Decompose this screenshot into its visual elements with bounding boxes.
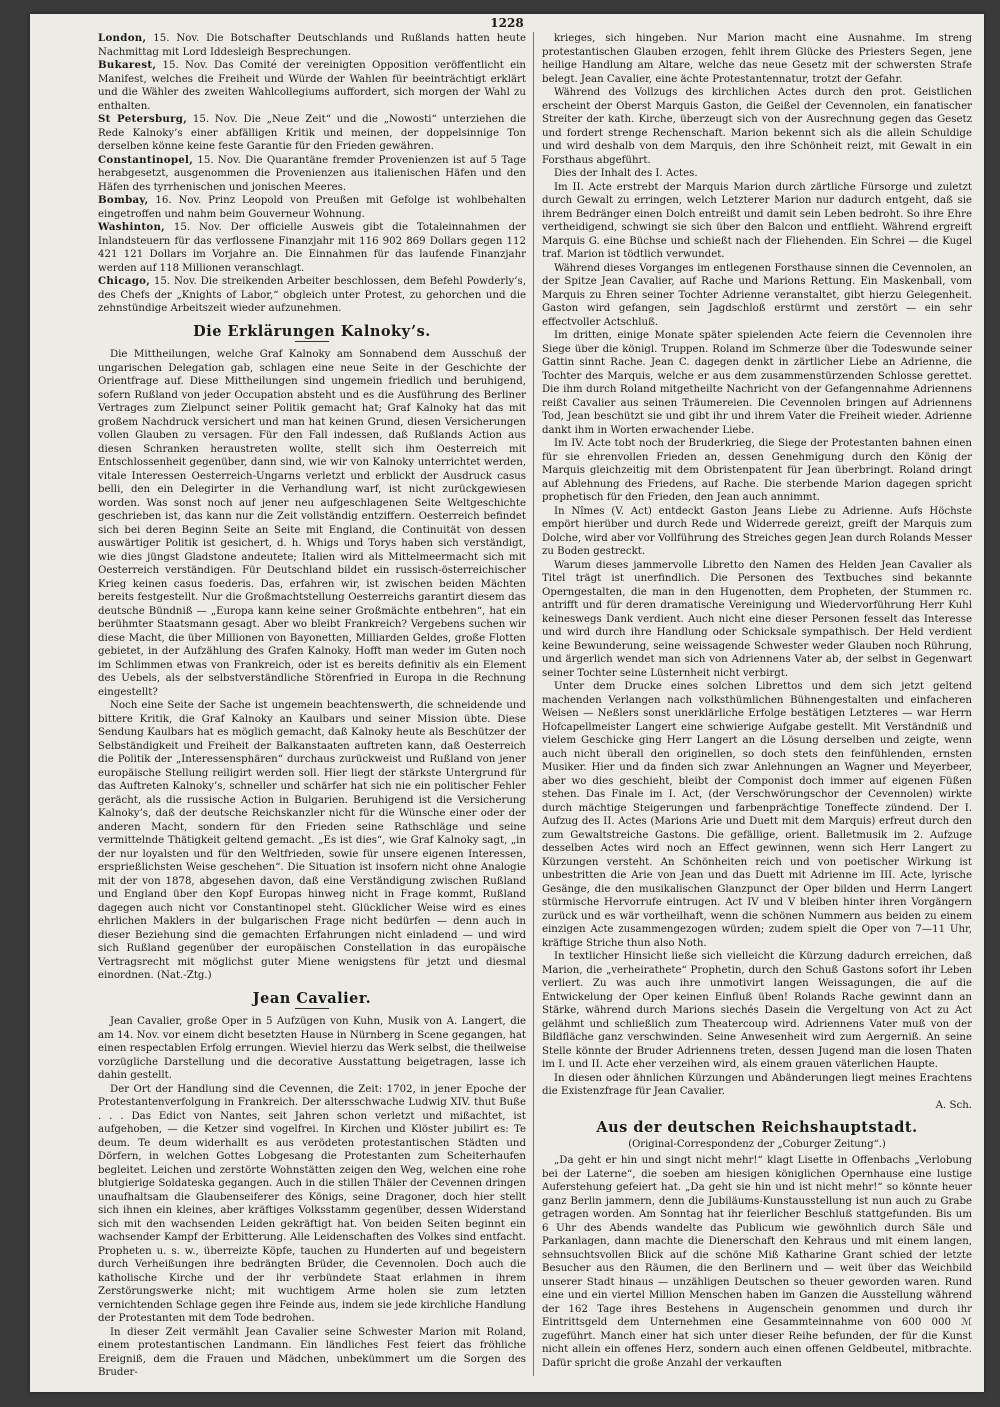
news-item: [98, 154, 526, 195]
news-text: 15. Nov. Die Botschafter Deutschlands und Rußlands hatten heute Nachmittag mit Lord Iddesleigh Besprechungen.: [98, 33, 526, 58]
paragraph: Im II. Acte erstrebt der Marquis Marion durch zärtliche Fürsorge und zuletzt durch Gewalt zu erringen, welch Letzterer Marion nur dadurch entgeht, daß sie ihrem Bedränger einen Dolch entreißt und damit sein Leben bedroht. So ihre Ehre vertheidigend, schwingt sie sich über den Balcon und entflieht. Während ergreift Marquis G. eine Büchse und schießt nach der Fliehenden. Ein Schrei — die Kugel traf. Marion ist tödtlich verwundet.: [542, 181, 972, 260]
dateline-city: St Petersburg,: [98, 113, 188, 125]
paragraph: krieges, sich hingeben. Nur Marion macht eine Ausnahme. Im streng protestantischen Glauben erzogen, fehlt ihrem Glücke des Priesters Segen, jene heilige Handlung am Altare, welche das neue Gesetz mit der schwersten Strafe belegt. Jean Cavalier, eine ächte Protestantennatur, trotzt der Gefahr.: [542, 33, 972, 85]
section-title-reichshauptstadt: Aus der deutschen Reichshauptstadt.: [596, 1119, 918, 1136]
paragraph: Dies der Inhalt des I. Actes.: [554, 168, 698, 179]
title-rule: [295, 341, 329, 342]
news-telegrams: [98, 32, 526, 316]
paragraph: Während dieses Vorganges im entlegenen Forsthause sinnen die Cevennolen, an der Spitze Jean Cavalier, auf Rache und Marions Rettung. Ein Maskenball, vom Marquis zu Ehren seiner Tochter Adrienne veranstaltet, gibt hierzu Gelegenheit. Gaston wird gefangen, sein Jagdschloß erstürmt und zerstört — ein sehr effectvoller Actschluß.: [542, 262, 972, 328]
news-item: [98, 59, 526, 113]
paragraph: In dieser Zeit vermählt Jean Cavalier seine Schwester Marion mit Roland, einem protestantischen Landmann. Ein ländliches Fest feiert das fröhliche Ereigniß, dem die Frauen und Mädchen, unbekümmert um die Sorgen des Bruder-: [98, 1326, 526, 1376]
dateline-city: Bukarest,: [98, 59, 157, 71]
newspaper-page: [30, 14, 984, 1392]
dateline-city: Washinton,: [98, 221, 166, 233]
news-item: [98, 221, 526, 275]
section-title-cavalier: Jean Cavalier.: [252, 989, 372, 1007]
dateline-city: Chicago,: [98, 275, 151, 287]
paragraph: In diesen oder ähnlichen Kürzungen und Abänderungen liegt meines Erachtens die Existenzfrage für Jean Cavalier.: [542, 1072, 972, 1097]
news-text: 15. Nov. Das Comité der vereinigten Opposition veröffentlicht ein Manifest, welches die Freiheit und Würde der Wahlen für beeinträchtigt erklärt und die Wähler des zweiten Wahlcollegiums auffordert, sich morgen der Wahl zu enthalten.: [98, 60, 526, 112]
news-text: 15. Nov. Die streikenden Arbeiter beschlossen, dem Befehl Powderly’s, des Chefs der „Knights of Labor,“ obgleich unter Protest, zu gehorchen und die zehnstündige Arbeitszeit wieder aufzunehmen.: [98, 276, 526, 314]
dateline-city: London,: [98, 32, 147, 44]
paragraph: Im IV. Acte tobt noch der Bruderkrieg, die Siege der Protestanten bahnen einen für sie ehrenvollen Frieden an, dessen Genehmigung durch den König der Marquis gleichzeitig mit dem Obristenpatent für Jean überbringt. Roland dringt auf Ablehnung des Friedens, auf Rache. Die sterbende Marion dagegen spricht prophetisch für den Frieden, den Jean auch annimmt.: [542, 438, 972, 503]
news-text: 15. Nov. Der officielle Ausweis gibt die Totaleinnahmen der Inlandsteuern für das verflossene Finanzjahr mit 116 902 869 Dollars gegen 112 421 121 Dollars im Vorjahre an. Die Einnahmen für das laufende Finanzjahr werden auf 118 Millionen veranschlagt.: [98, 222, 526, 274]
paragraph: Der Ort der Handlung sind die Cevennen, die Zeit: 1702, in jener Epoche der Protestantenverfolgung in Frankreich. Der altersschwache Ludwig XIV. thut Buße . . . Das Edict von Nantes, seit Jahren schon verletzt und mißachtet, ist aufgehoben, — die Ketzer sind vogelfrei. In Kirchen und Klöster jubilirt es: Te deum. Te deum widerhallt es aus verödeten protestantischen Städten und Dörfern, in welchen Gottes Lobgesang die Protestanten zum Scheiterhaufen begleitet. Leichen und zerstörte Wohnstätten zeigen den Weg, welchen eine rohe blutgierige Soldateska gegangen. Auch in die stillen Thäler der Cevennen dringen unaufhaltsam die Glaubenseiferer des Königs, seine Dragoner, doch hier stellt sich ihnen ein kleines, aber kräftiges Volksstamm gegenüber, dessen Widerstand sich mit den wachsenden Leiden gekräftigt hat. Von beiden Seiten beginnt ein wachsender Kampf der Erbitterung. Alle Leidenschaften des Volkes sind entfacht. Propheten u. s. w., überreizte Köpfe, tauchen zu Hunderten auf und begeistern durch Verheißungen ihre bedrängten Brüder, die Cevennolen. Doch auch die katholische Kirche und der ihr verbündete Staat erlahmen in ihrem Zerstörungswerke nicht; mit wuchtigem Arme holen sie zum letzten vernichtenden Schlage gegen ihre Feinde aus, indem sie jede kirchliche Handlung der Protestanten mit dem Tode bedrohen.: [98, 1083, 526, 1324]
paragraph: Noch eine Seite der Sache ist ungemein beachtenswerth, die schneidende und bittere Kritik, die Graf Kalnoky an Kaulbars und seiner Mission übte. Diese Sendung Kaulbars hat es möglich gemacht, daß Kalnoky heute als Beschützer der Selbständigkeit und Freiheit der Balkanstaaten auftreten kann, daß Oesterreich die Politik der „Interessensphären“ durchaus zurückweist und Rußland von jener europäische Stellung reiligirt werden soll. Hier liegt der stärkste Untergrund für das Auftreten Kalnoky’s, schneller und schärfer hat sich nie ein politischer Fehler gerächt, als die russische Action in Bulgarien. Beruhigend ist die Versicherung Kalnoky’s, daß der deutsche Reichskanzler nicht für die Wünsche einer oder der anderen Macht, sondern für den Frieden seine Rathschläge und seine vermittelnde Thätigkeit geltend gemacht. „Es ist dies“, wie Graf Kalnoky sagt, „in der nur loyalsten und für den Weltfrieden, sowie für unsere eigenen Interessen, ersprießlichsten Weise geschehen“. Die Situation ist insofern nicht ohne Analogie mit der von 1878, abgesehen davon, daß eine Verständigung zwischen Rußland und England über den Kopf Europas hinweg nicht in Frage kommt, Rußland dagegen auch nicht vor Constantinopel steht. Glücklicher Weise wird es eines ehrlichen Maklers in der bulgarischen Frage nicht bedürfen — denn auch in dieser Beziehung sind die gemachten Erfahrungen nicht einladend — und wird sich Rußland gegenüber der europäischen Constellation in das europäische Vertragsrecht mit möglichst guter Miene wenigstens für jetzt und diesmal einordnen. (Nat.-Ztg.): [98, 700, 526, 981]
news-text: 15. Nov. Die Quarantäne fremder Provenienzen ist auf 5 Tage herabgesetzt, ausgenommen die Provenienzen aus italienischen Häfen und den Häfen des tyrrhenischen und jonischen Meeres.: [98, 154, 526, 193]
paragraph: Während des Vollzugs des kirchlichen Actes durch den prot. Geistlichen erscheint der Oberst Marquis Gaston, die Geißel der Cevennolen, ein fanatischer Streiter der kath. Kirche, überzeugt sich von der Ausrechnung gegen das Gesetz und fordert strenge Rechenschaft. Marion bekennt sich als die allein Schuldige und wird deshalb von dem Marquis, den ihre Schönheit reizt, mit Gewalt in ein Forsthaus abgeführt.: [542, 87, 972, 166]
paragraph: „Da geht er hin und singt nicht mehr!“ klagt Lisette in Offenbachs „Verlobung bei der Laterne“, die soeben am hiesigen königlichen Opernhause eine lustige Auferstehung gefeiert hat. „Da geht sie hin und ist nicht mehr!“ so könnte heuer ganz Berlin jammern, denn die Jubiläums-Kunstausstellung ist nun auch zu Grabe getragen worden. Am Sonntag hat ihr feierlicher Beschluß stattgefunden. Bis um 6 Uhr des Abends wandelte das Publicum wie gewöhnlich durch Säle und Parkanlagen, dann machte die Dienerschaft den Kehraus und mit einem langen, sehnsuchtsvollen Blick auf die schöne Miß Katharine Grant schied der letzte Besucher aus den Räumen, die den Berlinern und — weit über das Weichbild unserer Stadt hinaus — unzähligen Deutschen so theuer geworden waren. Rund eine und ein viertel Million Menschen haben im Ganzen die Ausstellung während der 162 Tage ihres Bestehens in Augenschein genommen und durch ihr Eintrittsgeld dem Unternehmen eine Gesammteinnahme von 600 000 ℳ zugeführt. Manch einer hat sich unter dieser Reihe befunden, der für die Kunst nicht allein ein offenes Herz, sondern auch einen offenen Geldbeutel, mitbrachte. Dafür spricht die große Anzahl der verkauften: [542, 1155, 972, 1369]
title-rule: [295, 1008, 329, 1009]
news-text: 16. Nov. Prinz Leopold von Preußen mit Gefolge ist wohlbehalten eingetroffen und nahm beim Gouverneur Wohnung.: [98, 195, 526, 220]
author-signature: A. Sch.: [935, 1099, 972, 1111]
news-item: [98, 32, 526, 59]
news-item: [98, 113, 526, 154]
column-divider: [533, 32, 534, 1376]
right-column: [542, 32, 972, 1376]
paragraph: Warum dieses jammervolle Libretto den Namen des Helden Jean Cavalier als Titel trägt ist unerfindlich. Die Personen des Textbuches sind bekannte Operngestalten, die man in den Hugenotten, dem Propheten, der Stummen rc. antrifft und für deren dramatische Vereinigung und Wiedervorführung Herr Kuhl keineswegs Dank verdient. Auch nicht eine dieser Personen fesselt das Interesse und wird durch ihre Handlung oder Schicksale sympathisch. Der Held verdient keine Bewunderung, seine weissagende Schwester weder Glauben noch Rührung, und ärgerlich wendet man sich von Adriennens Vater ab, der selbst in Gegenwart seiner Tochter seine Lüsternheit nicht verbirgt.: [542, 559, 972, 679]
page-number: 1228: [490, 16, 524, 30]
section-subtitle: (Original-Correspondenz der „Coburger Zeitung“.): [628, 1138, 886, 1150]
review-continuation: [542, 32, 972, 1099]
paragraph: Unter dem Drucke eines solchen Librettos und dem sich jetzt geltend machenden Verlangen nach volksthümlichen Bühnengestalten und einfacheren Weisen — Neßlers sonst unerklärliche Erfolge bestätigen Letzteres — war Herrn Hofcapellmeister Langert eine schwierige Aufgabe gestellt. Mit Verständniß und vielem Geschicke ging Herr Langert an die Lösung derselben und zeigte, wenn auch nicht überall den originellen, so doch stets den feinfühlenden, ernsten Musiker. Hier und da finden sich zwar Anlehnungen an Wagner und Meyerbeer, aber wo dies geschieht, bleibt der Componist doch immer auf eigenen Füßen stehen. Das Finale im I. Act, (der Verschwörungschor der Cevennolen) wirkte durch mächtige Steigerungen und farbenprächtige Toneffecte zündend. Der I. Aufzug des II. Actes (Marions Arie und Duett mit dem Marquis) erfreut durch den zum Gewaltstreiche Gastons. Die gefällige, orient. Balletmusik im 2. Aufzuge desselben Actes wird noch an Effect gewinnen, wenn sich Herr Langert zu Kürzungen versteht. An Schönheiten reich und von poetischer Wirkung ist unbestritten die Arie von Jean und das Duett mit Adrienne im III. Acte, lyrische Gesänge, die den musikalischen Glanzpunct der Oper bilden und Herrn Langert stürmische Hervorrufe eintrugen. Act IV und V bleiben hinter ihren Vorgängern zurück und es wär vortheilhaft, wenn die schönen Nummern aus beiden zu einem einzigen Acte zusammengezogen würden; zudem spielt die Oper von 7—11 Uhr, kräftige Striche thun also Noth.: [542, 681, 972, 949]
paragraph: In textlicher Hinsicht ließe sich vielleicht die Kürzung dadurch erreichen, daß Marion, die „verheirathete“ Prophetin, durch den Schuß Gastons sofort ihr Leben verliert. Zu was auch ihre unmotivirt langen Weissagungen, die auf die Entwickelung der Oper keinen Einfluß üben! Rolands Rache gewinnt dann an Stärke, während durch Marions siechés Dasein die Vergeltung von Act zu Act gelähmt und schließlich zum Theatercoup wird. Adriennens Vater muß von der Bildfläche ganz verschwinden. Seine Anwesenheit wird zum Aergerniß. An seine Stelle könnte der Bruder Adriennens treten, dessen Jugend man die losen Thaten im I. und II. Acte eher verzeihen wird, als einem grauen väterlichen Haupte.: [542, 951, 972, 1070]
dateline-city: Constantinopel,: [98, 153, 194, 166]
news-text: 15. Nov. Die „Neue Zeit“ und die „Nowosti“ unterziehen die Rede Kalnoky’s einer abfälligen Kritik und meinen, der doppelsinnige Ton derselben könne keine feste Garantie für den Frieden gewähren.: [98, 114, 526, 152]
section-title-kalnoky: Die Erklärungen Kalnoky’s.: [193, 322, 431, 340]
paragraph: Jean Cavalier, große Oper in 5 Aufzügen von Kuhn, Musik von A. Langert, die am 14. Nov. vor einem dicht besetzten Hause in Nürnberg in Scene gegangen, hat einen respectablen Erfolg errungen. Wieviel hierzu das Werk selbst, die theilweise vorzügliche Darstellung und die decorative Ausstattung beigetragen, lasse ich dahin gestellt.: [98, 1016, 526, 1081]
left-column: [98, 32, 526, 1376]
section-body-reichshauptstadt: [542, 1154, 972, 1370]
news-item: [98, 275, 526, 316]
paragraph: Im dritten, einige Monate später spielenden Acte feiern die Cevennolen ihre Siege über die königl. Truppen. Roland im Schmerze über die Todeswunde seiner Gattin sinnt Rache. Jean C. dagegen denkt in zärtlicher Liebe an Adrienne, die Tochter des Marquis, welche er aus dem zusammenstürzenden Schlosse gerettet. Die ihm durch Roland mitgetheilte Nachricht von der Gefangennahme Adriennens reißt Cavalier aus seinen Träumereien. Die Cevennolen bringen auf Adriennens Tod, Jean beschützt sie und gibt ihr und ihrem Vater die Freiheit wieder. Adrienne dankt ihm in Worten erwachender Liebe.: [542, 330, 972, 436]
news-item: [98, 194, 526, 221]
section-body-cavalier: [98, 1015, 526, 1376]
dateline-city: Bombay,: [98, 194, 149, 206]
section-body-kalnoky: [98, 348, 526, 983]
paragraph: Die Mittheilungen, welche Graf Kalnoky am Sonnabend dem Ausschuß der ungarischen Delegation gab, schlagen eine neue Seite in der Geschichte der Orientfrage auf. Diese Mittheilungen sind ungemein friedlich und beruhigend, sofern Rußland von jeder Occupation absteht und es die Ausführung des Berliner Vertrages zum Zielpunct seiner Politik gemacht hat; Graf Kalnoky hat das mit großem Nachdruck versichert und man hat keinen Grund, diesen Versicherungen vollen Glauben zu versagen. Für den Fall indessen, daß Rußlands Action aus diesen Schranken heraustreten wollte, stellt sich ihm Oesterreich mit Entschlossenheit gegenüber, dann sind, wie wir von Kalnoky unterrichtet werden, vitale Interessen Oesterreich-Ungarns verletzt und erblickt der Ausdruck casus belli, den ein Delegirter in die Verhandlung warf, ist nicht zurückgewiesen worden. Was sonst noch auf jener neu aufgeschlagenen Seite Weltgeschichte geschrieben ist, das kann nur die Zeit vollständig entziffern. Oesterreich befindet sich bei deren Beginn Seite an Seite mit England, die Continuität von dessen auswärtiger Politik ist gesichert, d. h. Whigs und Torys haben sich verständigt, wie dies jüngst Gladstone andeutete; Italien wird als Mittelmeermacht sich mit Oesterreich verständigen. Für Deutschland bildet ein russisch-österreichischer Krieg keinen casus foederis. Das, erfahren wir, ist zwischen beiden Mächten bereits festgestellt. Nur die Großmachtstellung Oesterreichs garantirt diesem das deutsche Bündniß — „Europa kann keine seiner Großmächte entbehren“, hat ein berühmter Staatsmann gesagt. Aber wo bleibt Frankreich? Vergebens suchen wir diese Macht, die über Millionen von Bayonetten, Milliarden Geldes, große Flotten gebietet, in der Aufzählung des Grafen Kalnoky. Hofft man weder im Guten noch im Schlimmen etwas von Frankreich, oder ist es bereits definitiv als ein Element des Uebels, als der selbstverständliche Störenfried in Europa in die Rechnung eingestellt?: [98, 349, 526, 698]
paragraph: In Nîmes (V. Act) entdeckt Gaston Jeans Liebe zu Adrienne. Aufs Höchste empört hierüber und durch Rede und Widerrede gereizt, greift der Marquis zum Dolche, wird aber vor Vollführung des Streiches gegen Jean durch Rolands Messer zu Boden gestreckt.: [542, 505, 972, 557]
